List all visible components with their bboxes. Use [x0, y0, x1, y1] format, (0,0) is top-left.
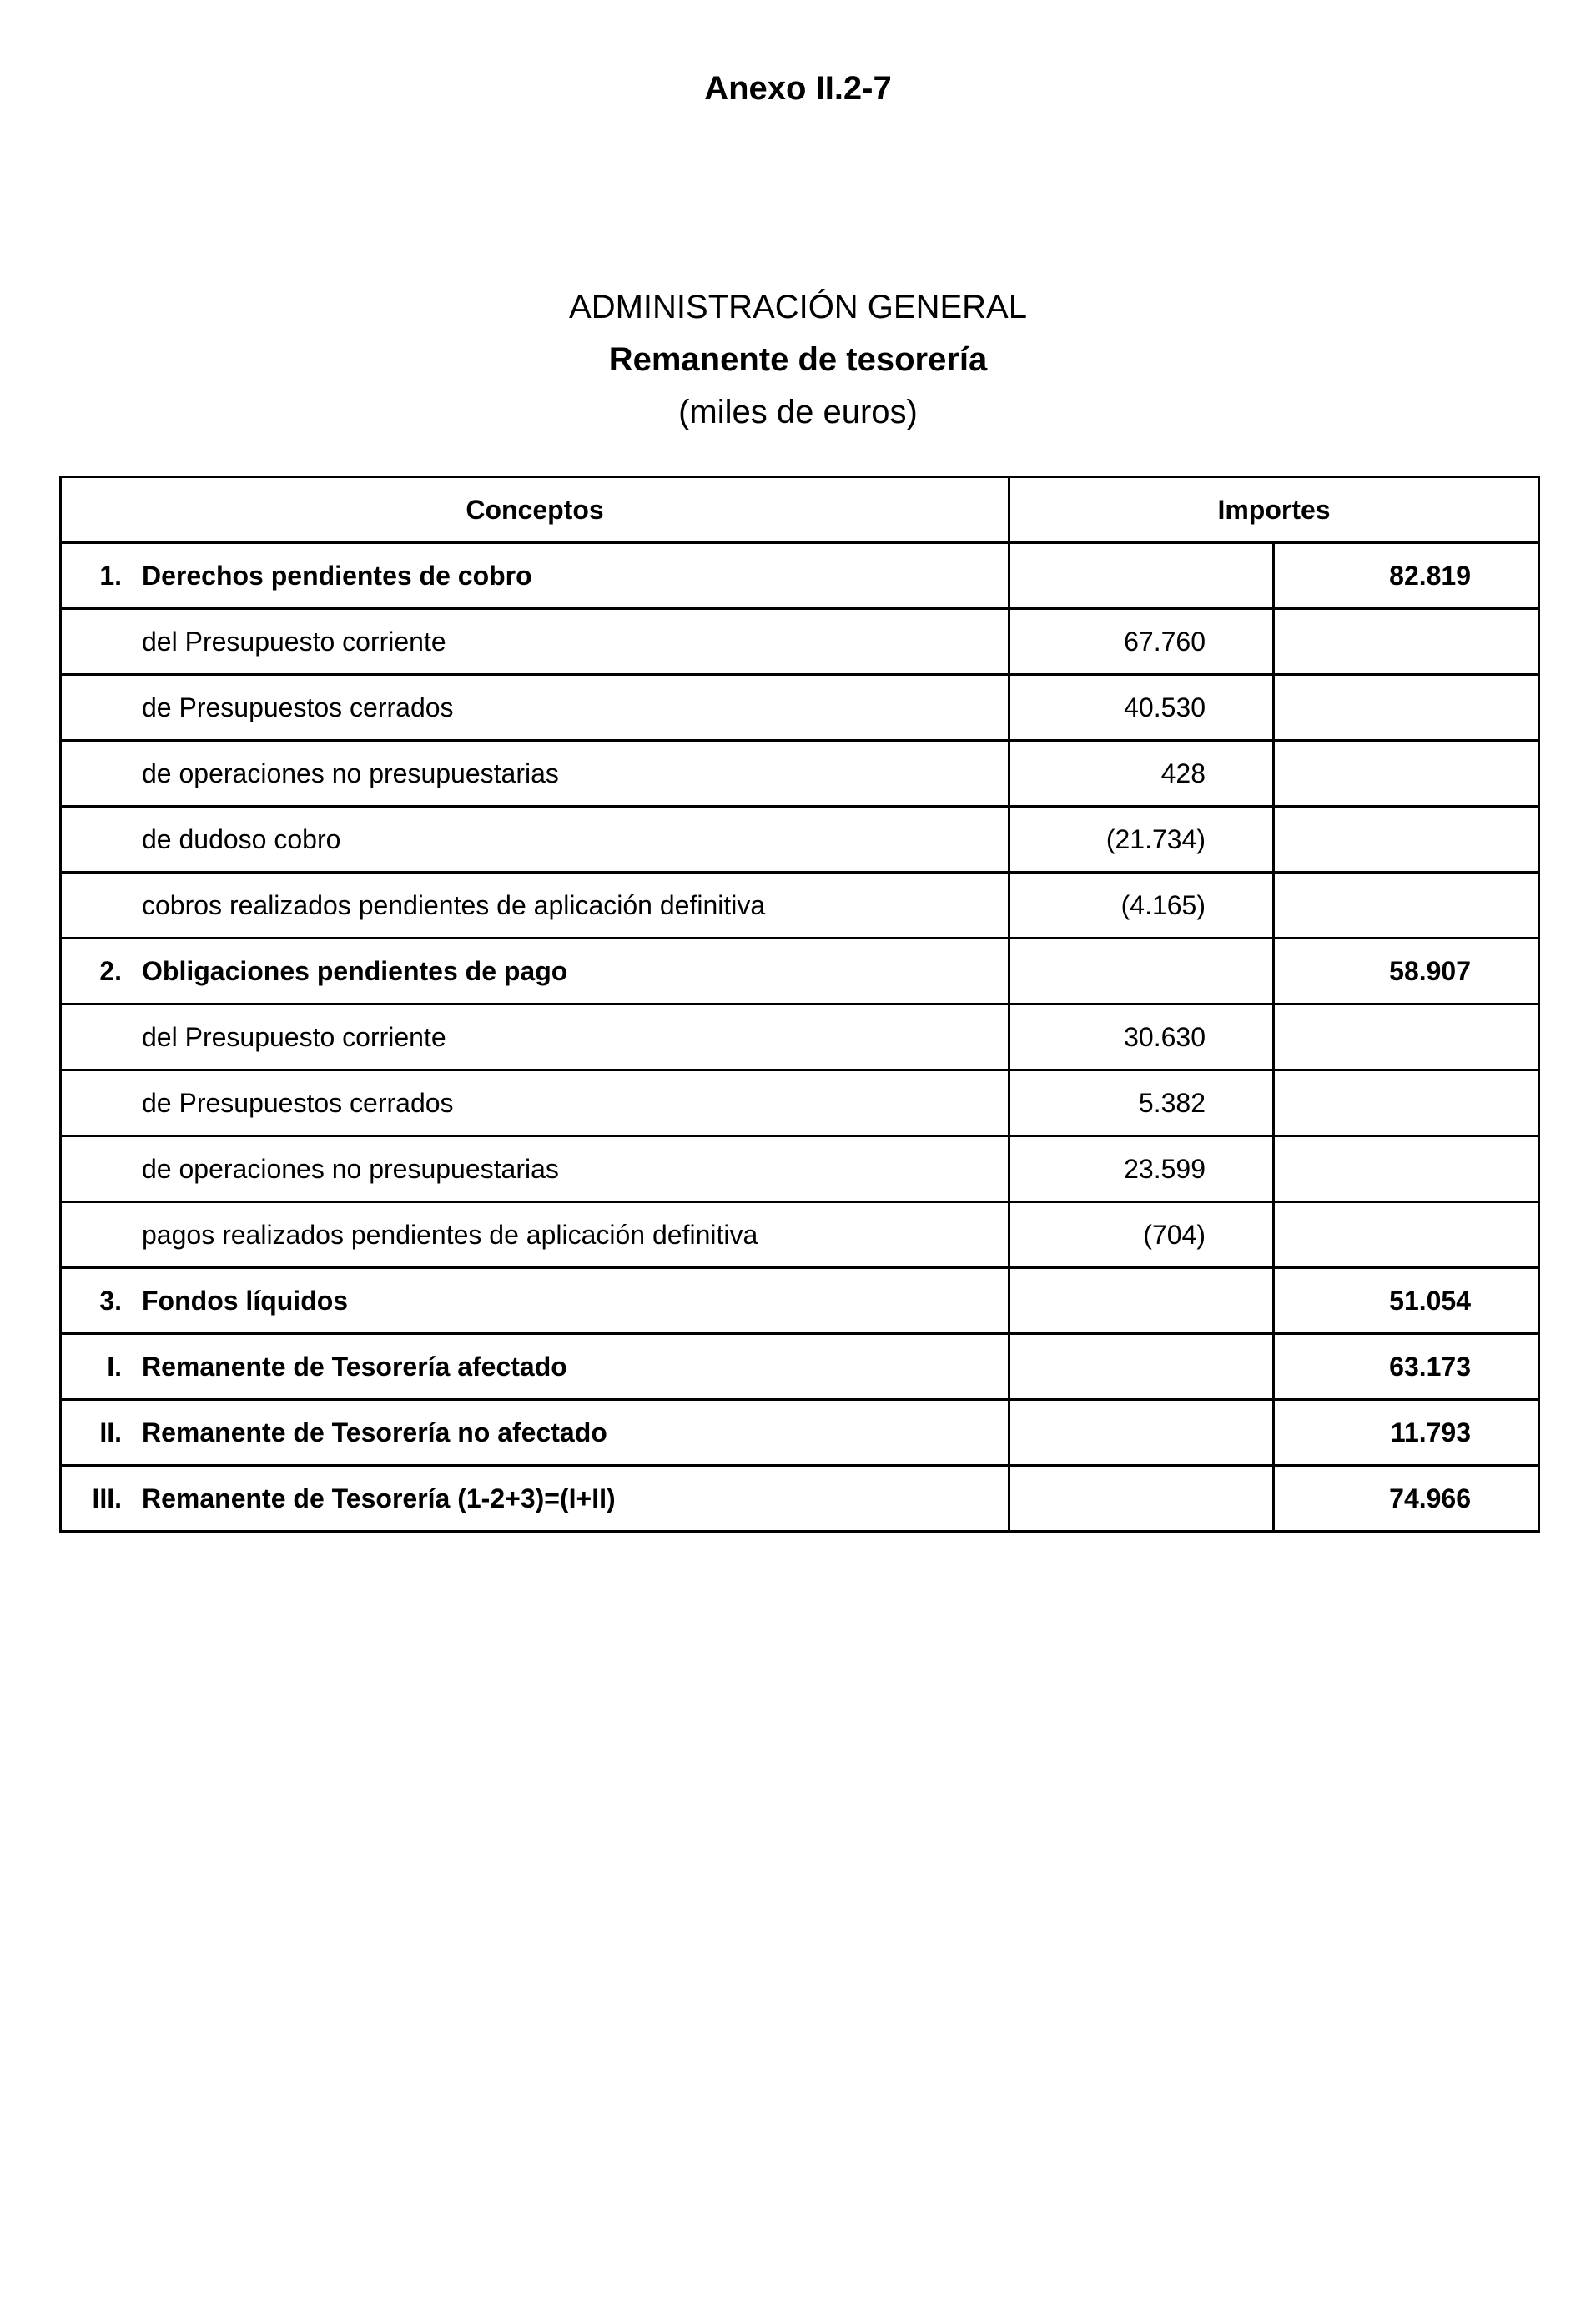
total-amount-cell — [1274, 741, 1539, 807]
table-row — [61, 741, 1539, 807]
concept-cell — [61, 807, 1009, 873]
concept-label: Remanente de Tesorería afectado — [142, 1351, 567, 1382]
concept-cell — [61, 1400, 1009, 1466]
table-row — [61, 675, 1539, 741]
total-amount-cell — [1274, 1136, 1539, 1202]
partial-amount-cell: 428 — [1009, 741, 1274, 807]
table-row — [61, 873, 1539, 939]
concept-label: de Presupuestos cerrados — [142, 1087, 454, 1118]
total-amount-cell — [1274, 1202, 1539, 1268]
partial-amount-cell: (704) — [1009, 1202, 1274, 1268]
concept-label: cobros realizados pendientes de aplicación definitiva — [142, 889, 766, 920]
concept-label: de operaciones no presupuestarias — [142, 758, 559, 788]
annex-number: Anexo II.2-7 — [704, 70, 892, 107]
total-amount-cell: 58.907 — [1274, 939, 1539, 1004]
total-amount-cell — [1274, 807, 1539, 873]
partial-amount-cell: (4.165) — [1009, 873, 1274, 939]
total-amount-cell — [1274, 873, 1539, 939]
total-amount-cell: 51.054 — [1274, 1268, 1539, 1334]
concept-cell — [61, 1136, 1009, 1202]
concept-label: Remanente de Tesorería (1-2+3)=(I+II) — [142, 1483, 616, 1513]
table-row — [61, 1400, 1539, 1466]
concept-label: pagos realizados pendientes de aplicación definitiva — [142, 1219, 758, 1250]
partial-amount-cell — [1009, 939, 1274, 1004]
partial-amount-cell — [1009, 543, 1274, 609]
total-amount-cell — [1274, 609, 1539, 675]
partial-amount-cell — [1009, 1268, 1274, 1334]
table-row — [61, 1334, 1539, 1400]
table-row — [61, 609, 1539, 675]
concept-cell — [61, 1466, 1009, 1532]
concept-label: del Presupuesto corriente — [142, 626, 446, 657]
concept-cell — [61, 609, 1009, 675]
organization-heading: ADMINISTRACIÓN GENERAL — [569, 289, 1027, 325]
row-number: 2. — [99, 955, 122, 986]
row-number: 3. — [99, 1285, 122, 1316]
table-row — [61, 1466, 1539, 1532]
partial-amount-cell: 67.760 — [1009, 609, 1274, 675]
partial-amount-cell: (21.734) — [1009, 807, 1274, 873]
partial-amount-cell: 40.530 — [1009, 675, 1274, 741]
partial-amount-cell — [1009, 1466, 1274, 1532]
concept-label: de Presupuestos cerrados — [142, 692, 454, 722]
concept-label: Derechos pendientes de cobro — [142, 560, 532, 591]
row-number: I. — [107, 1351, 122, 1382]
table-row — [61, 1136, 1539, 1202]
total-amount-cell — [1274, 1070, 1539, 1136]
treasury-remainder-table — [59, 476, 1540, 1533]
table-row — [61, 807, 1539, 873]
table-row — [61, 1004, 1539, 1070]
total-amount-cell: 11.793 — [1274, 1400, 1539, 1466]
row-number: II. — [99, 1417, 122, 1448]
header-concepts: Conceptos — [61, 477, 1009, 543]
concept-cell — [61, 543, 1009, 609]
partial-amount-cell — [1009, 1334, 1274, 1400]
total-amount-cell — [1274, 675, 1539, 741]
unit-caption: (miles de euros) — [678, 394, 918, 430]
table-header-row — [61, 477, 1539, 543]
document-title: Remanente de tesorería — [608, 341, 988, 378]
concept-label: de operaciones no presupuestarias — [142, 1153, 559, 1184]
table-row — [61, 1202, 1539, 1268]
concept-label: Fondos líquidos — [142, 1285, 349, 1316]
concept-cell — [61, 873, 1009, 939]
table-row — [61, 939, 1539, 1004]
partial-amount-cell: 23.599 — [1009, 1136, 1274, 1202]
concept-cell — [61, 939, 1009, 1004]
partial-amount-cell — [1009, 1400, 1274, 1466]
concept-label: Remanente de Tesorería no afectado — [142, 1417, 607, 1448]
concept-cell — [61, 741, 1009, 807]
table-row — [61, 543, 1539, 609]
concept-cell — [61, 1202, 1009, 1268]
concept-cell — [61, 1334, 1009, 1400]
concept-label: Obligaciones pendientes de pago — [142, 955, 568, 986]
total-amount-cell: 82.819 — [1274, 543, 1539, 609]
table-row — [61, 1268, 1539, 1334]
table-row — [61, 1070, 1539, 1136]
concept-cell — [61, 1004, 1009, 1070]
concept-cell — [61, 675, 1009, 741]
total-amount-cell — [1274, 1004, 1539, 1070]
table-body — [61, 543, 1539, 1532]
total-amount-cell: 63.173 — [1274, 1334, 1539, 1400]
partial-amount-cell: 5.382 — [1009, 1070, 1274, 1136]
row-number: 1. — [99, 560, 122, 591]
concept-cell — [61, 1070, 1009, 1136]
header-amounts: Importes — [1009, 477, 1539, 543]
partial-amount-cell: 30.630 — [1009, 1004, 1274, 1070]
total-amount-cell: 74.966 — [1274, 1466, 1539, 1532]
concept-label: del Presupuesto corriente — [142, 1021, 446, 1052]
concept-cell — [61, 1268, 1009, 1334]
concept-label: de dudoso cobro — [142, 823, 341, 854]
row-number: III. — [92, 1483, 122, 1513]
